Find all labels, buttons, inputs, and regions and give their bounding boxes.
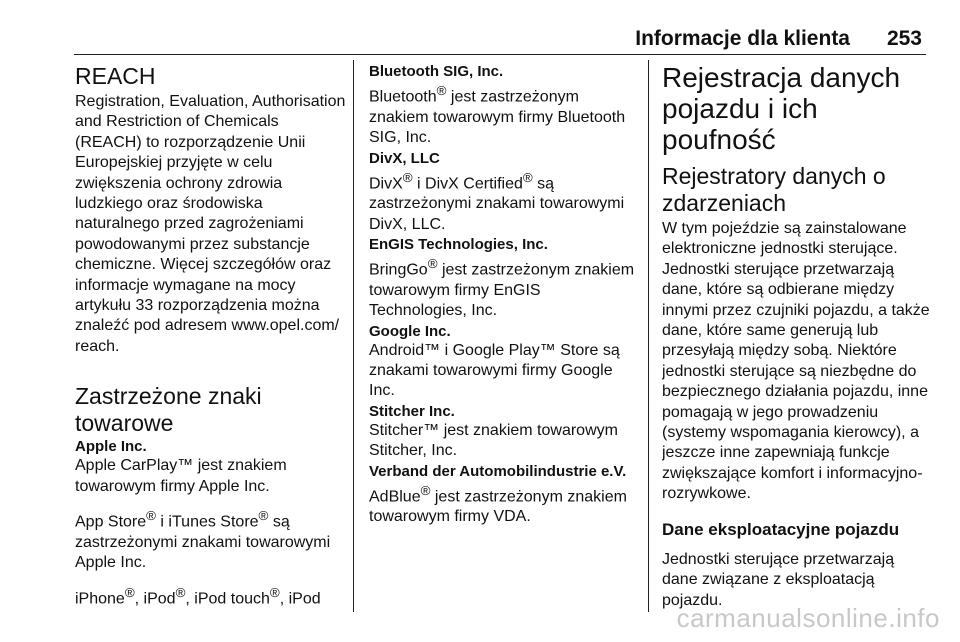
google-label: Google Inc. <box>369 322 451 340</box>
page-header <box>0 0 960 56</box>
bluetooth-text: Bluetooth® jest zastrzeżonym znakiem towarowym firmy Bluetooth SIG, Inc. <box>369 83 626 147</box>
app-store-text: App Store® i iTunes Store® są zastrzeżonymi znakami towarowymi Apple Inc. <box>75 508 331 572</box>
page-number: 253 <box>886 27 922 50</box>
bluetooth-label: Bluetooth SIG, Inc. <box>369 63 504 80</box>
column-divider-right <box>648 60 649 612</box>
operational-data-paragraph: Jednostki sterujące przetwarzają dane związane z eksploatacją pojazdu. <box>662 550 895 609</box>
apple-carplay-text: Apple CarPlay™ jest znakiem towarowym firmy Apple Inc. <box>75 457 287 495</box>
divx-text: DivX® i DivX Certified® są zastrzeżonymi znakami towarowymi DivX, LLC. <box>369 169 625 233</box>
operational-data-heading: Dane eksploatacyjne pojazdu <box>662 519 900 539</box>
column-divider-left <box>353 60 354 612</box>
iphone-text: iPhone®, iPod®, iPod touch®, iPod <box>75 584 321 607</box>
header-rule <box>74 54 926 55</box>
stitcher-label: Stitcher Inc. <box>369 402 455 420</box>
column-right <box>662 62 930 612</box>
reach-paragraph: Registration, Evaluation, Authorisation and Restriction of Chemicals (REACH) to rozporządzenie Unii Europejskiej przyjęte w celu zwiększenia ochrony zdrowia ludzkiego oraz środowiska naturalnego przed zagrożeniami powodowanymi przez substancje chemiczne. Więcej szczegółów oraz informacje wymagane na mocy artykułu 33 rozporządzenia można znaleźć pod adresem www.opel.com/ reach. <box>75 93 346 355</box>
watermark: carmanualsonline.info <box>676 603 940 633</box>
data-recording-heading: Rejestracja danych pojazdu i ich poufność <box>662 62 901 155</box>
stitcher-text: Stitcher™ jest znakiem towarowym Stitcher, Inc. <box>369 421 618 460</box>
trademarks-heading: Zastrzeżone znaki towarowe <box>75 383 262 437</box>
vda-label: Verband der Automobilindustrie e.V. <box>369 462 627 480</box>
engis-label: EnGIS Technologies, Inc. <box>369 236 548 254</box>
reach-heading: REACH <box>75 63 156 89</box>
page-title: Informacje dla klienta <box>635 27 850 50</box>
google-text: Android™ i Google Play™ Store są znakami towarowymi firmy Google Inc. <box>369 341 620 400</box>
column-left <box>75 62 347 607</box>
event-recorders-heading: Rejestratory danych o zdarzeniach <box>662 163 886 216</box>
apple-label: Apple Inc. <box>75 438 147 456</box>
vda-text: AdBlue® jest zastrzeżonym znakiem towarowym firmy VDA. <box>369 482 627 526</box>
engis-text: BringGo® jest zastrzeżonym znakiem towarowym firmy EnGIS Technologies, Inc. <box>369 256 635 320</box>
column-middle <box>369 62 635 607</box>
intro-paragraph: W tym pojeździe są zainstalowane elektroniczne jednostki sterujące. Jednostki sterujące przetwarzają dane, które są odbierane między innymi przez czujniki pojazdu, a także dane, które same generują lub przesyłają między sobą. Niektóre jednostki sterujące są niezbędne do bezpiecznego działania pojazdu, inne pomagają w jego prowadzeniu (systemy wspomagania kierowcy), a jeszcze inne zapewniają funkcje zwiększające komfort i informacyjno-rozrywkowe. <box>662 220 930 503</box>
divx-label: DivX, LLC <box>369 149 440 167</box>
